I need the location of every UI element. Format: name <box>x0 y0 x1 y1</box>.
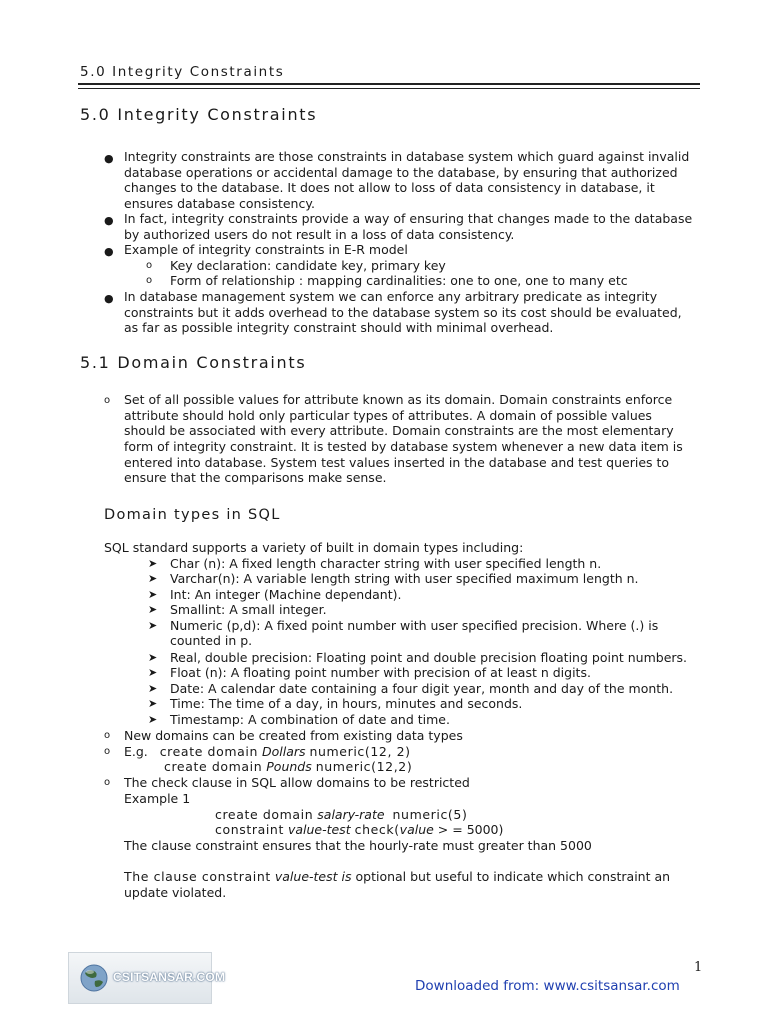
new-domains-line: New domains can be created from existing data types <box>124 728 463 743</box>
bullet-icon: ● <box>104 152 114 165</box>
arrow-bullet-icon: ➤ <box>148 603 158 616</box>
bullet-icon: ● <box>104 292 114 305</box>
arrow-bullet-icon: ➤ <box>148 588 158 601</box>
arrow-bullet-icon: ➤ <box>148 557 158 570</box>
circle-bullet-icon: o <box>146 260 153 271</box>
type-item: Char (n): A fixed length character string with user specified length n. <box>170 556 602 571</box>
sub-bullet-2: Form of relationship : mapping cardinalities: one to one, one to many etc <box>170 273 628 288</box>
subsection-title-domain-types: Domain types in SQL <box>104 507 281 523</box>
type-item: Int: An integer (Machine dependant). <box>170 587 402 602</box>
constraint-keyword: constraint <box>215 822 284 837</box>
section-title-5-1: 5.1 Domain Constraints <box>80 353 307 372</box>
salary-type: numeric(5) <box>392 807 468 822</box>
check-clause-line: The check clause in SQL allow domains to be restricted <box>124 775 470 790</box>
domain-para-line-6: ensure that the comparisons make sense. <box>124 470 387 485</box>
arrow-bullet-icon: ➤ <box>148 697 158 710</box>
constraint-line <box>215 822 503 838</box>
type-item: Time: The time of a day, in hours, minutes and seconds. <box>170 696 523 711</box>
bullet-4-line-2: constraints but it adds overhead to the database system so its cost should be evaluated, <box>124 305 682 320</box>
domain-para-line-3: should be associated with every attribute. Domain constraints are the most elementary <box>124 423 674 438</box>
type-item: Float (n): A floating point number with precision of at least n digits. <box>170 665 591 680</box>
clause-line-2: update violated. <box>124 885 227 900</box>
example-pounds <box>164 759 412 775</box>
check-keyword: check( <box>354 822 400 837</box>
salary-rate-name: salary-rate <box>317 807 385 822</box>
csitsansar-logo <box>68 952 226 1004</box>
domain-para-line-5: entered into database. System test values inserted in the database and test queries to <box>124 455 670 470</box>
running-header: 5.0 Integrity Constraints <box>80 64 285 80</box>
pounds-name: Pounds <box>266 759 312 774</box>
bullet-icon: ● <box>104 245 114 258</box>
bullet-1-line-2: database operations or accidental damage to the database, by ensuring that authorized <box>124 165 678 180</box>
bullet-icon: ● <box>104 214 114 227</box>
circle-bullet-icon: o <box>104 777 111 788</box>
eg-label: E.g. <box>124 744 148 759</box>
bullet-2-line-1: In fact, integrity constraints provide a way of ensuring that changes made to the database <box>124 211 693 226</box>
type-item-continuation: counted in p. <box>170 633 253 648</box>
circle-bullet-icon: o <box>146 275 153 286</box>
arrow-bullet-icon: ➤ <box>148 682 158 695</box>
header-rule-thin <box>78 88 700 89</box>
arrow-bullet-icon: ➤ <box>148 572 158 585</box>
type-item: Smallint: A small integer. <box>170 602 327 617</box>
create-domain-keyword: create domain <box>215 807 314 822</box>
bullet-4-line-1: In database management system we can enforce any arbitrary predicate as integrity <box>124 289 658 304</box>
create-domain-keyword: create domain <box>159 744 258 759</box>
type-item: Varchar(n): A variable length string with user specified maximum length n. <box>170 571 639 586</box>
header-rule-thick <box>78 83 700 85</box>
arrow-bullet-icon: ➤ <box>148 619 158 632</box>
domain-para-line-4: form of integrity constraint. It is tested by database system whenever a new data item is <box>124 439 683 454</box>
bullet-4-line-3: as far as possible integrity constraint should with minimal overhead. <box>124 320 554 335</box>
bullet-3: Example of integrity constraints in E-R model <box>124 242 408 257</box>
circle-bullet-icon: o <box>104 730 111 741</box>
value-test-is: value-test is <box>274 869 352 884</box>
circle-bullet-icon: o <box>104 395 111 406</box>
type-item: Timestamp: A combination of date and time. <box>170 712 450 727</box>
create-domain-keyword: create domain <box>164 759 263 774</box>
bullet-1-line-1: Integrity constraints are those constraints in database system which guard against invalid <box>124 149 690 164</box>
dollars-type: numeric(12, 2) <box>309 744 411 759</box>
domain-types-intro: SQL standard supports a variety of built in domain types including: <box>104 540 524 555</box>
arrow-bullet-icon: ➤ <box>148 651 158 664</box>
check-condition: > = 5000) <box>433 822 504 837</box>
arrow-bullet-icon: ➤ <box>148 713 158 726</box>
example-dollars <box>124 744 411 760</box>
bullet-1-line-3: changes to the database. It does not allow to loss of data consistency in database, it <box>124 180 655 195</box>
clause-prefix: The clause constraint <box>124 869 271 884</box>
globe-icon <box>79 963 109 993</box>
type-item: Numeric (p,d): A fixed point number with user specified precision. Where (.) is <box>170 618 659 633</box>
domain-para-line-1: Set of all possible values for attribute known as its domain. Domain constraints enforce <box>124 392 673 407</box>
logo-text: CSITSANSAR.COM <box>113 970 226 984</box>
downloaded-from-link[interactable]: Downloaded from: www.csitsansar.com <box>415 978 680 994</box>
value-test-name: value-test <box>287 822 351 837</box>
clause-constraint-line <box>124 869 670 885</box>
bullet-2-line-2: by authorized users do not result in a loss of data consistency. <box>124 227 515 242</box>
create-salary-domain <box>215 807 467 823</box>
example-1-label: Example 1 <box>124 791 191 806</box>
type-item: Date: A calendar date containing a four digit year, month and day of the month. <box>170 681 674 696</box>
type-item: Real, double precision: Floating point and double precision floating point numbers. <box>170 650 688 665</box>
dollars-name: Dollars <box>261 744 306 759</box>
clause-rest: optional but useful to indicate which constraint an <box>355 869 671 884</box>
domain-para-line-2: attribute should hold only particular types of attributes. A domain of possible values <box>124 408 652 423</box>
value-keyword: value <box>399 822 434 837</box>
pounds-type: numeric(12,2) <box>315 759 413 774</box>
arrow-bullet-icon: ➤ <box>148 666 158 679</box>
circle-bullet-icon: o <box>104 746 111 757</box>
bullet-1-line-4: ensures database consistency. <box>124 196 315 211</box>
domain-ensures-line: The clause constraint ensures that the hourly-rate must greater than 5000 <box>124 838 592 853</box>
section-title-5-0: 5.0 Integrity Constraints <box>80 105 318 124</box>
page-number: 1 <box>694 960 703 975</box>
sub-bullet-1: Key declaration: candidate key, primary key <box>170 258 446 273</box>
